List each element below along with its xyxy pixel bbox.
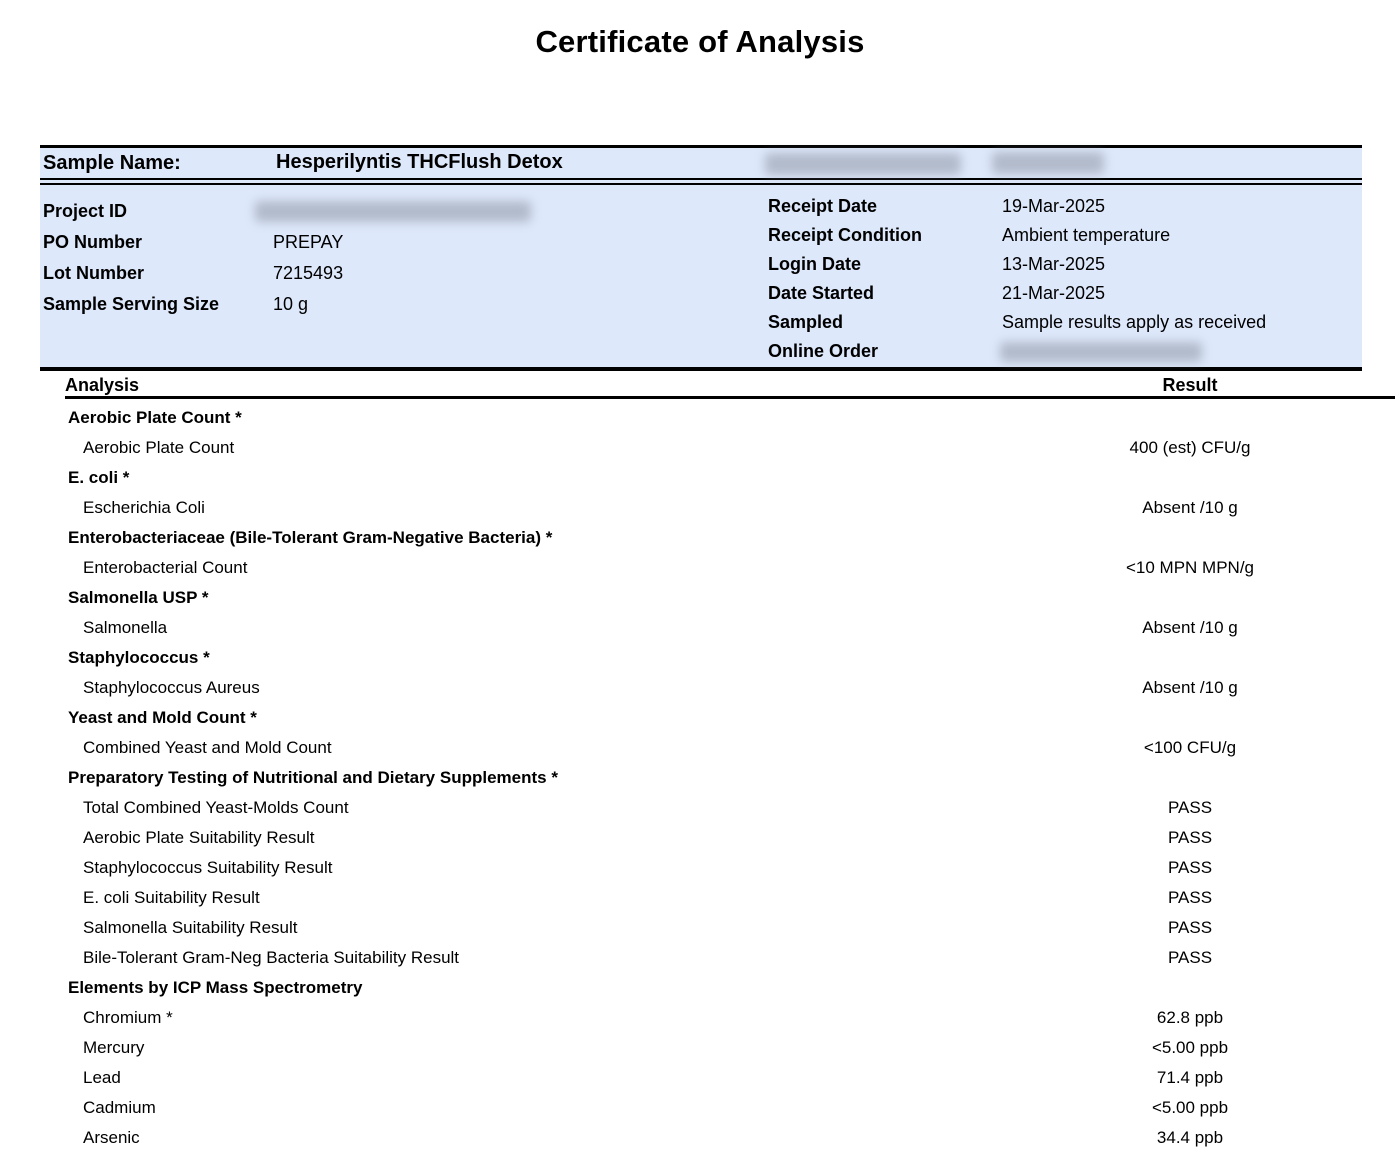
field-value: 21-Mar-2025	[1002, 283, 1106, 303]
field-po-number	[40, 227, 768, 258]
analysis-name: Mercury	[83, 1038, 145, 1057]
analysis-item-row	[40, 1063, 1395, 1093]
analysis-item-row	[40, 913, 1395, 943]
analysis-item-row	[40, 493, 1395, 523]
analysis-result: 62.8 ppb	[1156, 1008, 1224, 1027]
field-value: 13-Mar-2025	[1002, 254, 1106, 274]
analysis-item-row	[40, 613, 1395, 643]
analysis-result: <5.00 ppb	[1151, 1038, 1229, 1057]
analysis-item-row	[40, 823, 1395, 853]
analysis-name: Yeast and Mold Count *	[68, 708, 257, 727]
field-lot-number	[40, 258, 768, 289]
redacted-lab-name	[765, 153, 961, 175]
analysis-name: Staphylococcus Aureus	[83, 678, 260, 697]
analysis-name: Cadmium	[83, 1098, 156, 1117]
analysis-name: Bile-Tolerant Gram-Neg Bacteria Suitability Result	[83, 948, 460, 967]
info-fields	[40, 185, 1362, 366]
analysis-name: Aerobic Plate Count	[83, 438, 235, 457]
analysis-result: PASS	[1167, 948, 1213, 967]
analysis-item-row	[40, 553, 1395, 583]
analysis-item-row	[40, 1003, 1395, 1033]
analysis-item-row	[40, 673, 1395, 703]
field-label: Sample Serving Size	[43, 294, 220, 314]
analysis-item-row	[40, 853, 1395, 883]
field-value: Sample results apply as received	[1002, 312, 1267, 332]
analysis-name: Enterobacteriaceae (Bile-Tolerant Gram-Negative Bacteria) *	[68, 528, 553, 547]
analysis-name: Salmonella USP *	[68, 588, 209, 607]
field-login-date	[768, 250, 1362, 279]
analysis-item-row	[40, 793, 1395, 823]
analysis-item-row	[40, 433, 1395, 463]
analysis-item-row	[40, 733, 1395, 763]
analysis-result	[1020, 583, 1360, 613]
info-column-left	[40, 191, 768, 366]
analysis-name: Salmonella	[83, 618, 168, 637]
analysis-item-row	[40, 883, 1395, 913]
analysis-group-row	[40, 463, 1395, 493]
analysis-name: Staphylococcus Suitability Result	[83, 858, 333, 877]
analysis-name: Elements by ICP Mass Spectrometry	[68, 978, 363, 997]
field-value: 19-Mar-2025	[1002, 196, 1106, 216]
redacted-sample-id	[992, 152, 1104, 174]
analysis-result: <10 MPN MPN/g	[1125, 558, 1254, 577]
field-value: 7215493	[273, 263, 344, 283]
analysis-result: Absent /10 g	[1142, 498, 1238, 517]
analysis-result: 34.4 ppb	[1156, 1128, 1224, 1147]
analysis-name: Aerobic Plate Suitability Result	[83, 828, 315, 847]
analysis-result	[1020, 403, 1360, 433]
field-label: Project ID	[43, 201, 128, 221]
sample-info-box	[40, 145, 1362, 371]
field-project-id	[40, 196, 768, 227]
analysis-result	[1020, 463, 1360, 493]
analysis-name: Total Combined Yeast-Molds Count	[83, 798, 349, 817]
sample-name-value: Hesperilyntis THCFlush Detox	[276, 151, 563, 173]
field-label: Receipt Condition	[768, 225, 922, 245]
analysis-name: Preparatory Testing of Nutritional and Dietary Supplements *	[68, 768, 558, 787]
analysis-result	[1020, 763, 1360, 793]
field-value: PREPAY	[273, 232, 344, 252]
analysis-name: E. coli *	[68, 468, 130, 487]
field-label: Date Started	[768, 283, 875, 303]
field-sample-serving-size	[40, 289, 768, 320]
analysis-item-row	[40, 943, 1395, 973]
analysis-group-row	[40, 703, 1395, 733]
analysis-name: Lead	[83, 1068, 121, 1087]
sample-name-row	[40, 148, 1362, 180]
field-label: Sampled	[768, 312, 844, 332]
analysis-result: Absent /10 g	[1142, 678, 1238, 697]
field-receipt-condition	[768, 221, 1362, 250]
redacted-project-id-value	[255, 201, 531, 222]
field-receipt-date	[768, 192, 1362, 221]
analysis-result: PASS	[1167, 798, 1213, 817]
analysis-result: Absent /10 g	[1142, 618, 1238, 637]
analysis-name: Combined Yeast and Mold Count	[83, 738, 332, 757]
analysis-result	[1020, 643, 1360, 673]
field-label: Login Date	[768, 254, 861, 274]
analysis-item-row	[40, 1123, 1395, 1153]
analysis-name: Aerobic Plate Count *	[68, 408, 242, 427]
analysis-name: E. coli Suitability Result	[83, 888, 260, 907]
analysis-item-row	[40, 1093, 1395, 1123]
redacted-online-order-value	[1000, 342, 1202, 362]
analysis-column-header: Analysis	[65, 375, 140, 395]
analysis-result: PASS	[1167, 888, 1213, 907]
analysis-result: 400 (est) CFU/g	[1129, 438, 1251, 457]
analysis-item-row	[40, 1033, 1395, 1063]
field-label: Receipt Date	[768, 196, 878, 216]
analysis-group-row	[40, 973, 1395, 1003]
analysis-name: Staphylococcus *	[68, 648, 210, 667]
analysis-result: 71.4 ppb	[1156, 1068, 1224, 1087]
field-online-order	[768, 337, 1362, 366]
field-date-started	[768, 279, 1362, 308]
info-column-right	[768, 191, 1362, 366]
field-label: Online Order	[768, 341, 879, 361]
analysis-table-body	[40, 403, 1395, 1153]
analysis-group-row	[40, 403, 1395, 433]
analysis-name: Arsenic	[83, 1128, 140, 1147]
analysis-result: PASS	[1167, 828, 1213, 847]
analysis-name: Salmonella Suitability Result	[83, 918, 298, 937]
field-label: PO Number	[43, 232, 143, 252]
result-column-header: Result	[1162, 375, 1218, 395]
field-sampled	[768, 308, 1362, 337]
analysis-group-row	[40, 583, 1395, 613]
field-value: Ambient temperature	[1002, 225, 1171, 245]
field-value: 10 g	[273, 294, 309, 314]
analysis-result: PASS	[1167, 918, 1213, 937]
analysis-table-header	[65, 373, 1395, 399]
sample-name-label: Sample Name:	[43, 152, 181, 174]
analysis-name: Chromium *	[83, 1008, 173, 1027]
analysis-result: <100 CFU/g	[1143, 738, 1237, 757]
analysis-name: Escherichia Coli	[83, 498, 205, 517]
analysis-result	[1020, 523, 1360, 553]
page-title: Certificate of Analysis	[535, 24, 865, 59]
analysis-group-row	[40, 643, 1395, 673]
analysis-group-row	[40, 523, 1395, 553]
analysis-result	[1020, 973, 1360, 1003]
analysis-result	[1020, 703, 1360, 733]
analysis-name: Enterobacterial Count	[83, 558, 248, 577]
analysis-result: <5.00 ppb	[1151, 1098, 1229, 1117]
field-label: Lot Number	[43, 263, 144, 283]
analysis-result: PASS	[1167, 858, 1213, 877]
analysis-group-row	[40, 763, 1395, 793]
